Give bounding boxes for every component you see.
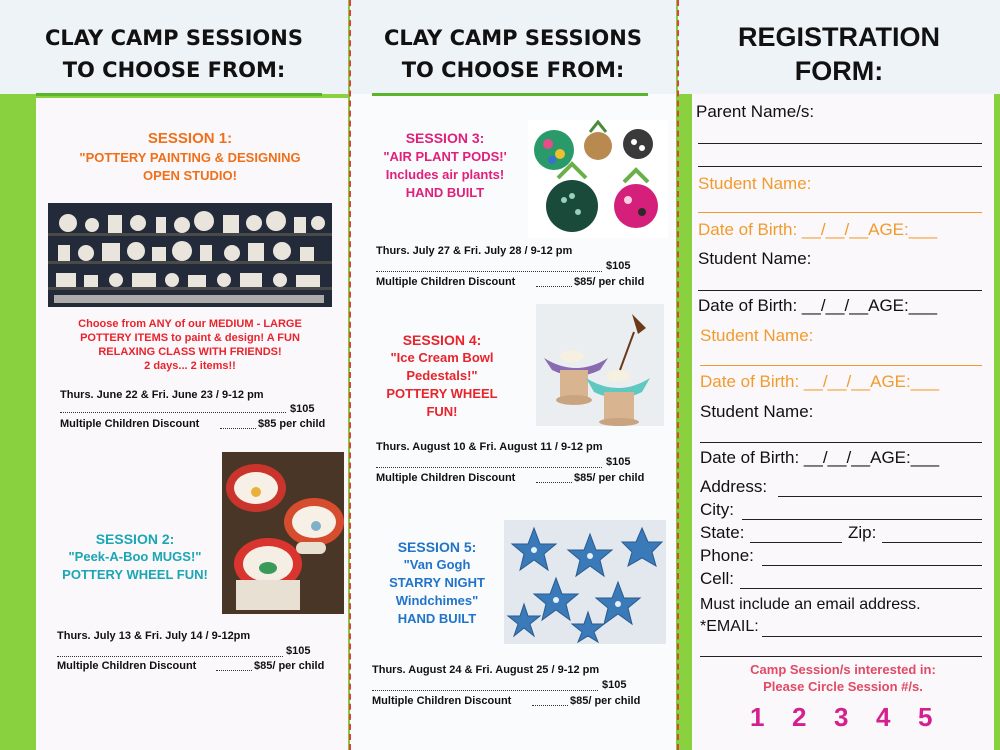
camp-sessions-line2: Please Circle Session #/s. [763, 679, 923, 694]
state-line[interactable] [750, 542, 842, 543]
session3-name-line2: Includes air plants! [385, 167, 505, 182]
discount-dots [532, 705, 568, 706]
email-line-2[interactable] [700, 656, 982, 657]
session4-name-line4: FUN! [426, 404, 458, 419]
phone-label: Phone: [700, 546, 754, 565]
session-number-4[interactable]: 4 [876, 702, 891, 732]
session3-name-line1: "AIR PLANT PODS!' [383, 149, 507, 164]
price-dots [60, 412, 286, 413]
discount-dots [216, 670, 252, 671]
session-number-2[interactable]: 2 [792, 702, 807, 732]
student3-dob-label: Date of Birth: __/__/__AGE:___ [700, 372, 940, 391]
discount-dots [536, 482, 572, 483]
panel-sessions-1-2 [0, 0, 348, 750]
student1-dob-label: Date of Birth: __/__/__AGE:___ [698, 220, 938, 239]
panel-sessions-3-5 [350, 0, 676, 750]
session2-name-line1: "Peek-A-Boo MUGS!" [68, 549, 202, 564]
session1-desc-line1: Choose from ANY of our MEDIUM - LARGE [78, 318, 302, 330]
city-line[interactable] [742, 519, 982, 520]
zip-line[interactable] [882, 542, 982, 543]
discount-dots [536, 286, 572, 287]
session4-discount-label: Multiple Children Discount [376, 472, 516, 484]
cell-label: Cell: [700, 569, 735, 588]
session1-desc-line3: RELAXING CLASS WITH FRIENDS! [98, 346, 282, 358]
session2-name-line2: POTTERY WHEEL FUN! [62, 567, 208, 582]
student1-name-label: Student Name: [698, 174, 812, 193]
student4-name-line[interactable] [700, 442, 982, 443]
session4-name-line3: POTTERY WHEEL [386, 386, 498, 401]
title-underline [372, 93, 648, 96]
fold-line-2 [677, 0, 679, 750]
session5-name-line3: Windchimes" [395, 593, 479, 608]
session1-discount-label: Multiple Children Discount [60, 418, 200, 430]
session3-price: $105 [606, 260, 631, 272]
address-label: Address: [700, 477, 768, 496]
phone-line[interactable] [762, 565, 982, 566]
session5-discount-label: Multiple Children Discount [372, 695, 512, 707]
session4-name-line2: Pedestals!" [406, 368, 478, 383]
email-note: Must include an email address. [700, 596, 921, 613]
price-dots [372, 690, 598, 691]
session4-title: SESSION 4: [402, 332, 482, 348]
form-title-line1: REGISTRATION [738, 22, 940, 52]
session3-dates: Thurs. July 27 & Fri. July 28 / 9-12 pm [376, 245, 573, 257]
session2-dates: Thurs. July 13 & Fri. July 14 / 9-12pm [57, 630, 251, 642]
session-number-1[interactable]: 1 [750, 702, 765, 732]
state-label: State: [700, 523, 745, 542]
session3-discount-label: Multiple Children Discount [376, 276, 516, 288]
session3-discount-price: $85/ per child [574, 276, 645, 288]
address-line[interactable] [778, 496, 982, 497]
session1-desc-line4: 2 days... 2 items!! [144, 360, 236, 372]
session2-discount-label: Multiple Children Discount [57, 660, 197, 672]
session1-discount-price: $85 per child [258, 418, 326, 430]
student4-dob-label: Date of Birth: __/__/__AGE:___ [700, 448, 940, 467]
title-underline [36, 93, 322, 96]
session1-price: $105 [290, 403, 315, 415]
discount-dots [220, 428, 256, 429]
air-plant-pods-photo [528, 120, 668, 238]
panel-title-line1: CLAY CAMP SESSIONS [45, 26, 303, 50]
session5-name-line4: HAND BUILT [397, 611, 477, 626]
student3-name-line[interactable] [700, 365, 982, 366]
email-line[interactable] [762, 636, 982, 637]
parent-name-label: Parent Name/s: [696, 102, 815, 121]
session1-name-line1: "POTTERY PAINTING & DESIGNING [79, 150, 301, 165]
session5-price: $105 [602, 679, 627, 691]
city-label: City: [700, 500, 734, 519]
form-title-line2: FORM: [794, 56, 884, 86]
session3-title: SESSION 3: [405, 130, 485, 146]
student4-name-label: Student Name: [700, 402, 814, 421]
camp-sessions-line1: Camp Session/s interested in: [750, 662, 936, 677]
pottery-shelves-photo [48, 203, 332, 307]
session-number-3[interactable]: 3 [834, 702, 849, 732]
parent-name-line[interactable] [698, 143, 982, 144]
price-dots [376, 467, 602, 468]
session5-name-line2: STARRY NIGHT [389, 575, 485, 590]
fold-line-1 [349, 0, 351, 750]
session4-price: $105 [606, 456, 631, 468]
email-label: *EMAIL: [700, 618, 759, 635]
peekaboo-mugs-photo [222, 452, 344, 614]
session4-name-line1: "Ice Cream Bowl [390, 350, 494, 365]
session3-name-line3: HAND BUILT [405, 185, 485, 200]
student3-name-label: Student Name: [700, 326, 814, 345]
session1-dates: Thurs. June 22 & Fri. June 23 / 9-12 pm [60, 389, 264, 401]
session1-title: SESSION 1: [147, 130, 233, 147]
price-dots [57, 656, 283, 657]
parent-name-line-2[interactable] [698, 166, 982, 167]
session5-title: SESSION 5: [397, 539, 477, 555]
session5-dates: Thurs. August 24 & Fri. August 25 / 9-12 pm [372, 664, 600, 676]
session5-name-line1: "Van Gogh [403, 557, 471, 572]
session2-title: SESSION 2: [95, 531, 175, 547]
session-number-5[interactable]: 5 [918, 702, 933, 732]
session4-dates: Thurs. August 10 & Fri. August 11 / 9-12 pm [376, 441, 603, 453]
session4-discount-price: $85/ per child [574, 472, 645, 484]
session5-discount-price: $85/ per child [570, 695, 641, 707]
student1-name-line[interactable] [698, 212, 982, 213]
session1-name-line2: OPEN STUDIO! [143, 168, 237, 183]
session2-price: $105 [286, 645, 311, 657]
session2-discount-price: $85/ per child [254, 660, 325, 672]
student2-dob-label: Date of Birth: __/__/__AGE:___ [698, 296, 938, 315]
panel-title-line2: TO CHOOSE FROM: [401, 58, 625, 82]
starry-night-windchimes-photo [504, 520, 666, 644]
session1-desc-line2: POTTERY ITEMS to paint & design! A FUN [80, 332, 300, 344]
panel-registration-form [678, 0, 1000, 750]
student2-name-line[interactable] [698, 290, 982, 291]
panel-title-line2: TO CHOOSE FROM: [62, 58, 286, 82]
price-dots [376, 271, 602, 272]
ice-cream-bowl-pedestals-photo [536, 304, 664, 426]
cell-line[interactable] [740, 588, 982, 589]
zip-label: Zip: [848, 523, 877, 542]
panel-title-line1: CLAY CAMP SESSIONS [384, 26, 642, 50]
student2-name-label: Student Name: [698, 249, 812, 268]
